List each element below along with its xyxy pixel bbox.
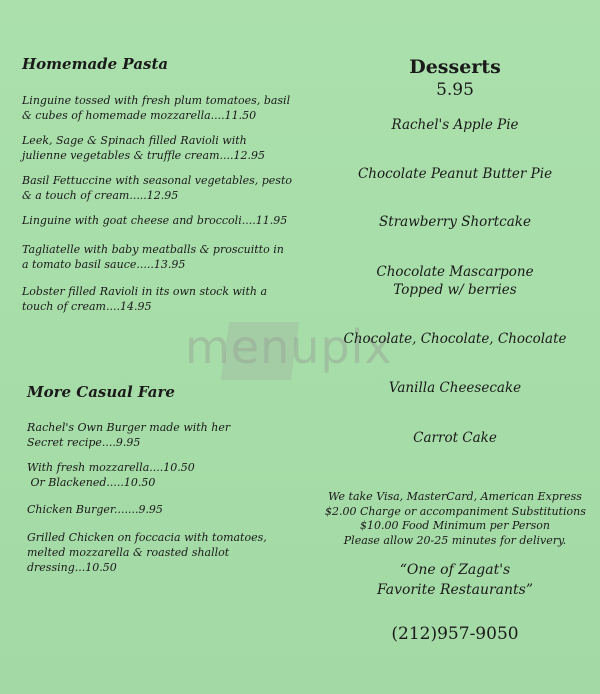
phone-number[interactable]: (212)957-9050 [391,624,519,644]
zagat-quote [325,560,585,600]
menupix-watermark [185,318,415,388]
pasta-item-line: & a touch of cream.....12.95 [22,189,179,202]
pasta-item-line: Leek, Sage & Spinach filled Ravioli with [22,134,247,147]
note-line: $2.00 Charge or accompaniment Substitutions [325,504,586,518]
pasta-item-line: julienne vegetables & truffle cream....12.95 [22,149,265,162]
desserts-price: 5.95 [436,80,474,100]
note-line: Please allow 20-25 minutes for delivery. [343,533,567,547]
casual-item-line: Grilled Chicken on foccacia with tomatoes, [27,531,267,544]
dessert-item: Vanilla Cheesecake [388,380,522,396]
dessert-item-line: Topped w/ berries [393,282,517,298]
dessert-item: Chocolate, Chocolate, Chocolate [343,331,567,347]
casual-item [27,502,297,517]
pasta-item-line: Linguine with goat cheese and broccoli....11.95 [22,214,288,227]
casual-item-line: Or Blackened.....10.50 [27,476,156,489]
pasta-item-line: Tagliatelle with baby meatballs & proscuitto in [22,243,284,256]
casual-item-line: melted mozzarella & roasted shallot [27,546,230,559]
dessert-item: Rachel's Apple Pie [391,117,519,133]
payment-notes [325,490,585,548]
pasta-item [22,284,292,314]
casual-item [27,530,297,575]
casual-item-line: Rachel's Own Burger made with her [27,421,231,434]
dessert-item: Strawberry Shortcake [379,214,531,230]
pasta-section-title: Homemade Pasta [22,55,169,73]
casual-item-line: Chicken Burger.......9.95 [27,503,163,516]
pasta-item [22,213,292,228]
dessert-item: Chocolate Peanut Butter Pie [357,166,553,182]
quote-line: “One of Zagat's [399,562,511,578]
pasta-item [22,173,292,203]
dessert-item-line: Chocolate Mascarpone [376,264,534,280]
pasta-item [22,133,292,163]
pasta-item [22,93,292,123]
note-line: $10.00 Food Minimum per Person [360,519,550,532]
pasta-item-line: touch of cream....14.95 [22,300,152,313]
desserts-title: Desserts [409,56,501,78]
dessert-item [325,263,585,299]
casual-item-line: Secret recipe....9.95 [27,436,141,449]
dessert-item: Carrot Cake [413,430,497,446]
casual-item [27,460,297,490]
pasta-item-line: Linguine tossed with fresh plum tomatoes, basil [22,94,291,107]
note-line: We take Visa, MasterCard, American Express [328,490,582,503]
casual-section-title: More Casual Fare [27,383,175,401]
pasta-item-line: Lobster filled Ravioli in its own stock with a [22,285,268,298]
quote-line: Favorite Restaurants” [376,582,533,598]
pasta-item [22,242,292,272]
pasta-item-line: Basil Fettuccine with seasonal vegetables, pesto [22,174,292,187]
pasta-item-line: a tomato basil sauce.....13.95 [22,258,186,271]
watermark-text: menupix [185,320,393,374]
casual-item-line: With fresh mozzarella....10.50 [27,461,195,474]
pasta-item-line: & cubes of homemade mozzarella....11.50 [22,109,257,122]
casual-item [27,420,297,450]
casual-item-line: dressing...10.50 [27,561,117,574]
